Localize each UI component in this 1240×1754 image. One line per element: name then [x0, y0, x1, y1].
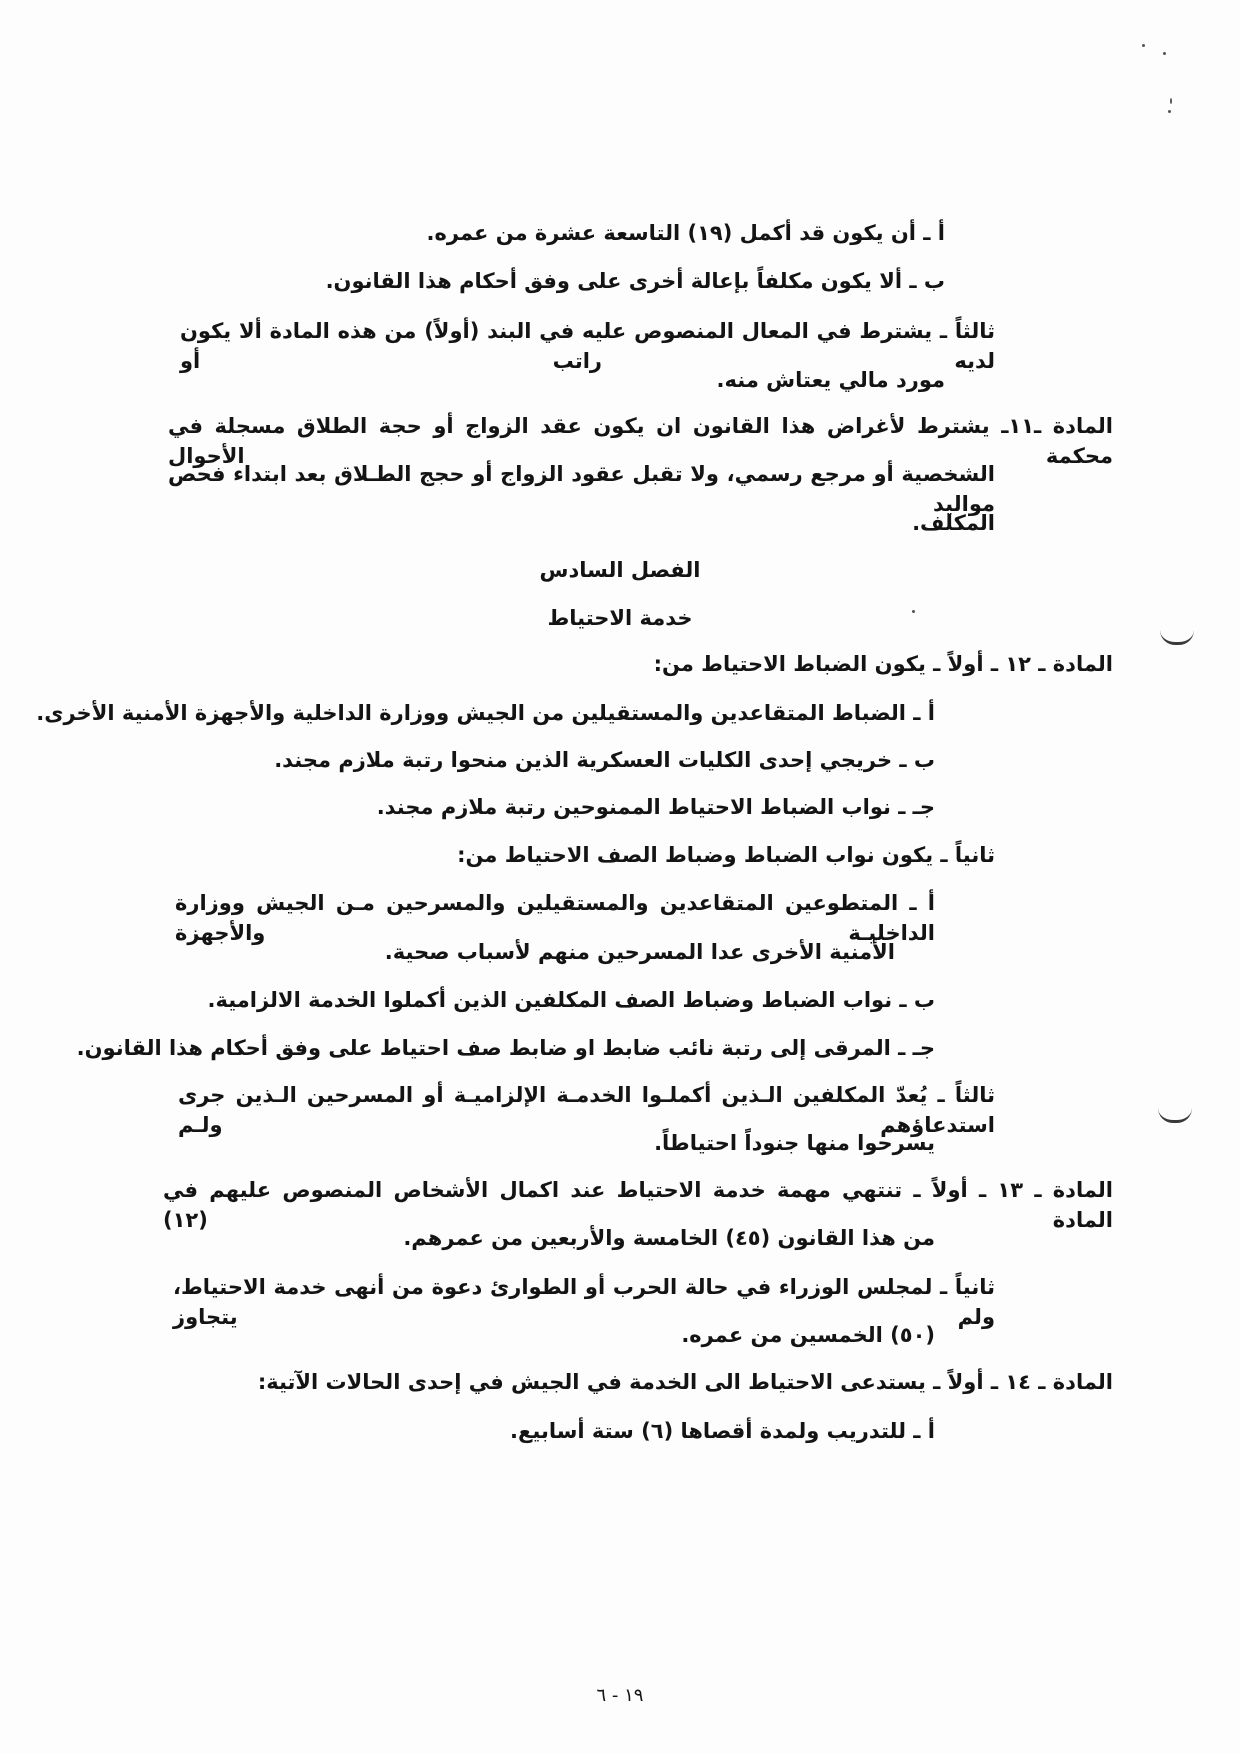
scan-speck	[1168, 110, 1171, 113]
text-line: المادة ـ١١ـ يشترط لأغراض هذا القانون ان يكون عقد الزواج أو حجة الطلاق مسجلة في محكمة الأحوال	[168, 414, 1113, 468]
text-line: ثانياً ـ لمجلس الوزراء في حالة الحرب أو الطوارئ دعوة من أنهى خدمة الاحتياط، ولم يتجاوز	[173, 1275, 995, 1329]
text-line: جـ ـ المرقى إلى رتبة نائب ضابط او ضابط صف احتياط على وفق أحكام هذا القانون.	[76, 1036, 935, 1060]
scan-speck	[1142, 44, 1145, 47]
scan-speck	[1163, 52, 1166, 55]
page-number: ١٩ - ٦	[596, 1685, 644, 1706]
text-line: المكلف.	[912, 511, 995, 535]
text-line: أ ـ أن يكون قد أكمل (١٩) التاسعة عشرة من عمره.	[426, 221, 945, 245]
scan-speck	[1170, 98, 1172, 104]
text-line: (٥٠) الخمسين من عمره.	[681, 1323, 935, 1347]
scan-speck	[912, 610, 915, 613]
text-line: المادة ـ ١٣ ـ أولاً ـ تنتهي مهمة خدمة الاحتياط عند اكمال الأشخاص المنصوص عليهم في المادة (١٢)	[163, 1178, 1113, 1232]
text-line: ب ـ نواب الضباط وضباط الصف المكلفين الذين أكملوا الخدمة الالزامية.	[207, 988, 935, 1012]
text-line: ثالثاً ـ يشترط في المعال المنصوص عليه في البند (أولاً) من هذه المادة ألا يكون لديه راتب أو	[180, 319, 995, 373]
text-line: مورد مالي يعتاش منه.	[716, 368, 945, 392]
text-line: المادة ـ ١٢ ـ أولاً ـ يكون الضباط الاحتياط من:	[653, 652, 1113, 676]
chapter-subtitle: خدمة الاحتياط	[547, 606, 693, 630]
chapter-title: الفصل السادس	[539, 558, 701, 582]
text-line: يسرحوا منها جنوداً احتياطاً.	[654, 1131, 935, 1155]
text-line: أ ـ المتطوعين المتقاعدين والمستقيلين والمسرحين مـن الجيش ووزارة الداخليـة والأجهزة	[175, 891, 935, 945]
text-line: أ ـ الضباط المتقاعدين والمستقيلين من الجيش ووزارة الداخلية والأجهزة الأمنية الأخرى.	[36, 701, 935, 725]
punch-hole-mark	[1158, 1108, 1192, 1123]
punch-hole-mark	[1160, 630, 1194, 645]
text-line: الشخصية أو مرجع رسمي، ولا تقبل عقود الزواج أو حجج الطـلاق بعد ابتداء فحص مواليد	[168, 462, 995, 516]
text-line: ثانياً ـ يكون نواب الضباط وضباط الصف الاحتياط من:	[457, 843, 995, 867]
text-line: الأمنية الأخرى عدا المسرحين منهم لأسباب صحية.	[384, 940, 895, 964]
text-line: ب ـ خريجي إحدى الكليات العسكرية الذين منحوا رتبة ملازم مجند.	[274, 748, 935, 772]
text-line: من هذا القانون (٤٥) الخامسة والأربعين من عمرهم.	[403, 1226, 935, 1250]
text-line: ثالثاً ـ يُعدّ المكلفين الـذين أكملـوا الخدمـة الإلزاميـة أو المسرحين الـذين جرى استدعاؤهم ولـم	[178, 1083, 995, 1137]
text-line: ب ـ ألا يكون مكلفاً بإعالة أخرى على وفق أحكام هذا القانون.	[325, 269, 945, 293]
text-line: المادة ـ ١٤ ـ أولاً ـ يستدعى الاحتياط الى الخدمة في الجيش في إحدى الحالات الآتية:	[257, 1370, 1113, 1394]
text-line: أ ـ للتدريب ولمدة أقصاها (٦) ستة أسابيع.	[510, 1419, 935, 1443]
text-line: جـ ـ نواب الضباط الاحتياط الممنوحين رتبة ملازم مجند.	[376, 795, 935, 819]
